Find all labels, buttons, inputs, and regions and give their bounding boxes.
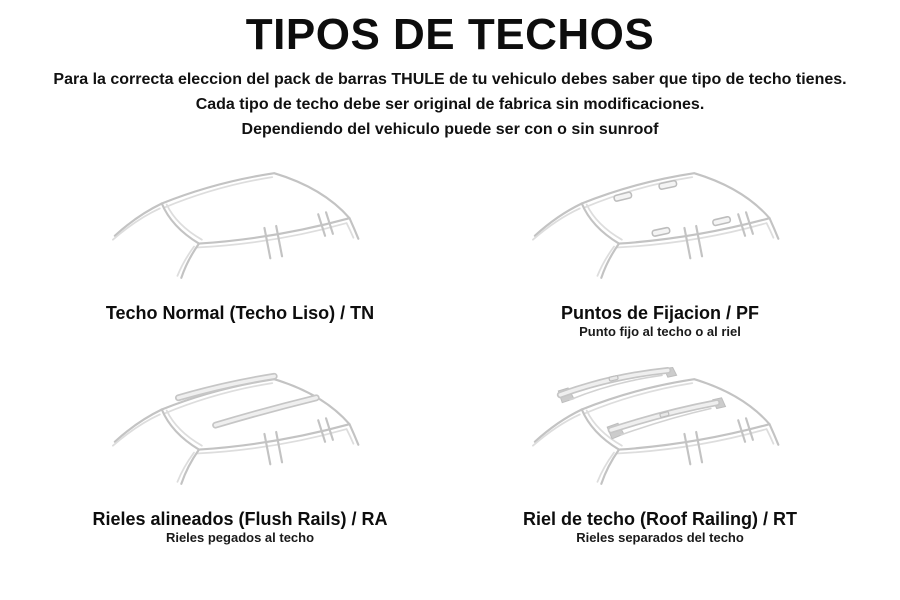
roof-type-label-rt: Riel de techo (Roof Railing) / RT [523,509,797,530]
roof-type-card-tn [35,152,445,340]
intro-line-1: Para la correcta eleccion del pack de barras THULE de tu vehiculo debes saber que tipo de techo tienes. [53,71,847,89]
roof-type-label-tn: Techo Normal (Techo Liso) / TN [105,303,375,324]
roof-type-card-rt [455,358,865,546]
raised-rails [558,368,725,439]
roof-type-sublabel-ra: Rieles pegados al techo [165,530,315,546]
intro-line-2: Cada tipo de techo debe ser original de fabrica sin modificaciones. [195,96,705,114]
intro-line-3: Dependiendo del vehiculo puede ser con o sin sunroof [241,121,659,139]
roof-type-sublabel-pf: Punto fijo al techo o al riel [579,324,741,340]
flush-rails-illustration [64,358,416,506]
fixpoint-pads [614,180,731,236]
roof-type-card-ra [35,358,445,546]
roof-types-grid [35,152,865,546]
fixpoint-roof-illustration [484,152,836,300]
roof-type-label-pf: Puntos de Fijacion / PF [560,303,760,324]
intro-paragraph [0,67,900,142]
roof-type-card-pf [455,152,865,340]
roof-type-sublabel-rt: Rieles separados del techo [576,530,744,546]
roof-type-label-ra: Rieles alineados (Flush Rails) / RA [92,509,388,530]
smooth-roof-illustration [64,152,416,300]
header [0,0,900,142]
page-title: TIPOS DE TECHOS [245,10,655,59]
raised-rails-illustration [484,358,836,506]
